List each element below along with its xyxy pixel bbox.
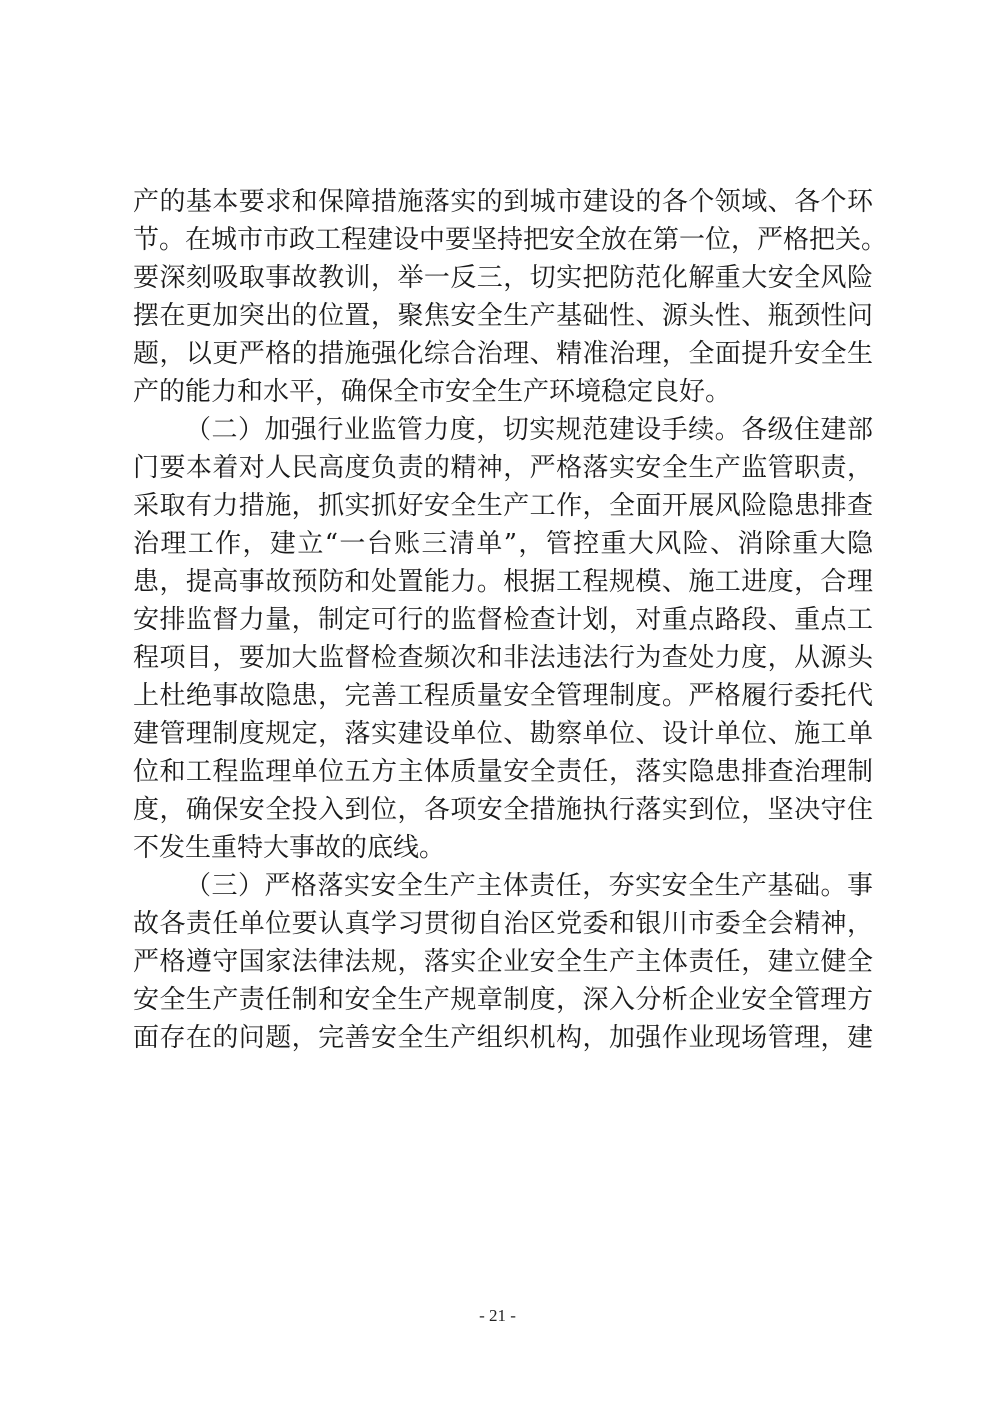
text-line: 产的基本要求和保障措施落实的到城市建设的各个领域、各个环: [133, 187, 873, 217]
text-line: 安全生产责任制和安全生产规章制度，深入分析企业安全管理方: [133, 985, 873, 1015]
text-line: 安排监督力量，制定可行的监督检查计划，对重点路段、重点工: [133, 605, 873, 635]
text-line: 门要本着对人民高度负责的精神，严格落实安全生产监管职责，: [133, 453, 873, 483]
body-text: [133, 183, 888, 1057]
text-line: 要深刻吸取事故教训，举一反三，切实把防范化解重大安全风险: [133, 263, 873, 293]
text-line: 产的能力和水平，确保全市安全生产环境稳定良好。: [133, 377, 732, 407]
text-line: 题，以更严格的措施强化综合治理、精准治理，全面提升安全生: [133, 339, 873, 369]
text-line: 严格遵守国家法律法规，落实企业安全生产主体责任，建立健全: [133, 947, 873, 977]
text-line: 摆在更加突出的位置，聚焦安全生产基础性、源头性、瓶颈性问: [133, 301, 873, 331]
text-line: 建管理制度规定，落实建设单位、勘察单位、设计单位、施工单: [133, 719, 873, 749]
text-line: 度，确保安全投入到位，各项安全措施执行落实到位，坚决守住: [133, 795, 873, 825]
section-heading-line: （三）严格落实安全生产主体责任，夯实安全生产基础。事: [185, 871, 873, 901]
text-line: 节。在城市市政工程建设中要坚持把安全放在第一位，严格把关。: [133, 225, 888, 255]
text-line: 程项目，要加大监督检查频次和非法违法行为查处力度，从源头: [133, 643, 873, 673]
text-line: 采取有力措施，抓实抓好安全生产工作，全面开展风险隐患排查: [133, 491, 873, 521]
text-line: 故各责任单位要认真学习贯彻自治区党委和银川市委全会精神，: [133, 909, 873, 939]
text-line: 治理工作，建立“一台账三清单”，管控重大风险、消除重大隐: [133, 529, 873, 559]
text-line: 上杜绝事故隐患，完善工程质量安全管理制度。严格履行委托代: [133, 681, 873, 711]
text-line: 位和工程监理单位五方主体质量安全责任，落实隐患排查治理制: [133, 757, 873, 787]
text-line: 患，提高事故预防和处置能力。根据工程规模、施工进度，合理: [133, 567, 873, 597]
section-heading-line: （二）加强行业监管力度，切实规范建设手续。各级住建部: [185, 415, 873, 445]
page-number: - 21 -: [479, 1306, 516, 1325]
text-line: 不发生重特大事故的底线。: [133, 833, 446, 863]
text-line: 面存在的问题，完善安全生产组织机构，加强作业现场管理，建: [133, 1023, 873, 1053]
